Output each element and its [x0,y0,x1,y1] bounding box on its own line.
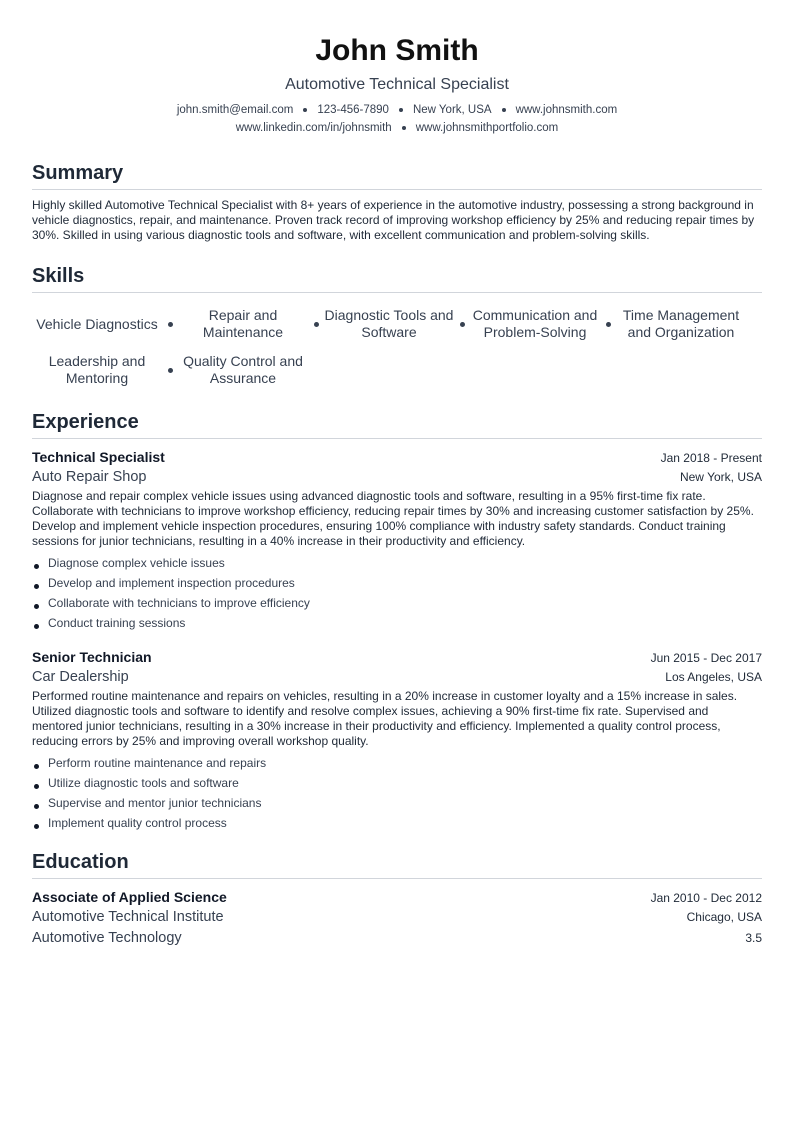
separator-dot [600,322,616,327]
job-header-row [32,647,762,667]
summary-text: Highly skilled Automotive Technical Specialist with 8+ years of experience in the automotive industry, possessing a strong background in vehicle diagnostics, repair, and maintenance. Proven track record of improving workshop efficiency by 25% and reducing repair times by 30%. Skilled in using various diagnostic tools and software, with excellent communication and problem-solving skills. [32,198,755,242]
job-description: Performed routine maintenance and repairs on vehicles, resulting in a 20% increase in customer loyalty and a 15% increase in sales. Utilized diagnostic tools and software to identify and resolve complex issues, achieving a 90% first-time fix rate. Supervised and mentored junior technicians, resulting in a 30% increase in their productivity and efficiency. Implemented a quality control process, reducing errors by 25% and improving overall workshop quality. [32,689,738,748]
list-item: Diagnose complex vehicle issues [32,553,762,573]
separator-dot [399,108,403,112]
contact-portfolio[interactable]: www.johnsmithportfolio.com [415,122,559,134]
skill-item: Communication and Problem-Solving [472,307,598,340]
contact-location: New York, USA [412,104,492,116]
skill-item: Time Management and Organization [622,307,740,340]
edu-degree: Associate of Applied Science [32,889,227,905]
experience-heading: Experience [32,409,762,439]
job-header-row [32,447,762,467]
list-item: Collaborate with technicians to improve efficiency [32,593,762,613]
list-item: Conduct training sessions [32,613,762,633]
contact-website[interactable]: www.johnsmith.com [515,104,618,116]
list-item: Implement quality control process [32,813,762,833]
skills-heading: Skills [32,263,762,293]
resume-page [32,0,762,949]
edu-field: Automotive Technology [32,930,182,946]
edu-dates: Jan 2010 - Dec 2012 [650,891,762,905]
edu-gpa: 3.5 [745,931,762,945]
edu-school-row [32,907,762,928]
contact-linkedin[interactable]: www.linkedin.com/in/johnsmith [235,122,392,134]
list-item: Utilize diagnostic tools and software [32,773,762,793]
separator-dot [162,322,178,327]
separator-dot [402,126,406,130]
job-bullets [32,553,762,633]
job-company: Auto Repair Shop [32,469,147,485]
education-entry [32,887,762,949]
separator-dot [162,368,178,373]
skills-row [32,347,762,393]
skill-item: Diagnostic Tools and Software [324,307,454,340]
contact-row-secondary [32,119,762,137]
job-location: New York, USA [679,470,762,484]
skill-item: Repair and Maintenance [202,307,284,340]
separator-dot [303,108,307,112]
job-location: Los Angeles, USA [665,670,762,684]
summary-heading: Summary [32,160,762,190]
job-dates: Jan 2018 - Present [660,451,762,465]
job-role: Technical Specialist [32,449,165,465]
contact-email[interactable]: john.smith@email.com [176,104,294,116]
job-entry [32,447,762,633]
education-heading: Education [32,849,762,879]
job-company-row [32,467,762,488]
separator-dot [454,322,470,327]
candidate-title: Automotive Technical Specialist [285,76,509,93]
skill-item: Leadership and Mentoring [48,353,146,386]
edu-school: Automotive Technical Institute [32,909,224,925]
list-item: Supervise and mentor junior technicians [32,793,762,813]
skills-list [32,301,762,393]
job-role: Senior Technician [32,649,152,665]
skills-row [32,301,762,347]
edu-header-row [32,887,762,907]
contact-row-primary [32,101,762,119]
skill-item: Vehicle Diagnostics [36,315,158,332]
contact-phone[interactable]: 123-456-7890 [317,104,389,116]
separator-dot [502,108,506,112]
list-item: Perform routine maintenance and repairs [32,753,762,773]
job-company: Car Dealership [32,669,129,685]
job-dates: Jun 2015 - Dec 2017 [650,651,762,665]
skill-item: Quality Control and Assurance [183,353,303,386]
job-entry [32,647,762,833]
list-item: Develop and implement inspection procedures [32,573,762,593]
candidate-name: John Smith [315,34,479,67]
edu-location: Chicago, USA [686,910,762,924]
job-description: Diagnose and repair complex vehicle issues using advanced diagnostic tools and software, resulting in a 95% first-time fix rate. Collaborate with technicians to improve workshop efficiency, reducing repair times by 30% and increasing customer satisfaction by 25%. Develop and implement vehicle inspection procedures, ensuring 100% compliance with industry safety standards. Conduct training sessions for junior technicians, resulting in a 40% increase in their productivity and efficiency. [32,489,754,548]
job-company-row [32,667,762,688]
separator-dot [308,322,324,327]
edu-field-row [32,928,762,949]
resume-header [32,33,762,137]
job-bullets [32,753,762,833]
